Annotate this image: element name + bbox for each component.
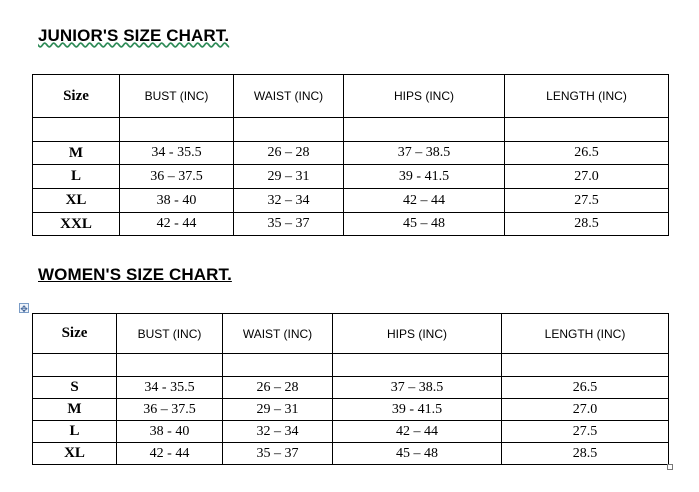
table-row — [33, 399, 669, 421]
empty-cell — [223, 354, 333, 377]
empty-cell — [344, 118, 505, 142]
size-cell: S — [33, 377, 117, 399]
empty-cell — [120, 118, 234, 142]
waist-cell: 29 – 31 — [223, 399, 333, 421]
length-cell: 27.5 — [502, 421, 669, 443]
size-cell: M — [33, 142, 120, 165]
empty-row — [33, 354, 669, 377]
bust-column-header: BUST (INC) — [120, 75, 234, 118]
table-header-row — [33, 75, 669, 118]
size-cell: XL — [33, 189, 120, 213]
hips-cell: 42 – 44 — [344, 189, 505, 213]
empty-cell — [234, 118, 344, 142]
hips-cell: 39 - 41.5 — [333, 399, 502, 421]
bust-cell: 42 - 44 — [117, 443, 223, 465]
bust-cell: 34 - 35.5 — [120, 142, 234, 165]
empty-cell — [33, 354, 117, 377]
table-row — [33, 165, 669, 189]
bust-cell: 36 – 37.5 — [117, 399, 223, 421]
length-cell: 27.0 — [502, 399, 669, 421]
hips-cell: 39 - 41.5 — [344, 165, 505, 189]
hips-column-header: HIPS (INC) — [333, 314, 502, 354]
bust-column-header: BUST (INC) — [117, 314, 223, 354]
length-cell: 26.5 — [502, 377, 669, 399]
waist-cell: 26 – 28 — [234, 142, 344, 165]
length-cell: 26.5 — [505, 142, 669, 165]
waist-cell: 35 – 37 — [223, 443, 333, 465]
empty-row — [33, 118, 669, 142]
size-column-header: Size — [33, 314, 117, 354]
empty-cell — [502, 354, 669, 377]
hips-column-header: HIPS (INC) — [344, 75, 505, 118]
table-row — [33, 421, 669, 443]
waist-cell: 35 – 37 — [234, 213, 344, 236]
bust-cell: 36 – 37.5 — [120, 165, 234, 189]
length-cell: 27.5 — [505, 189, 669, 213]
length-cell: 28.5 — [505, 213, 669, 236]
waist-cell: 32 – 34 — [223, 421, 333, 443]
empty-cell — [117, 354, 223, 377]
junior-size-table — [32, 74, 669, 236]
table-header-row — [33, 314, 669, 354]
size-cell: M — [33, 399, 117, 421]
bust-cell: 42 - 44 — [120, 213, 234, 236]
hips-cell: 45 – 48 — [344, 213, 505, 236]
hips-cell: 37 – 38.5 — [344, 142, 505, 165]
table-row — [33, 377, 669, 399]
size-cell: L — [33, 165, 120, 189]
waist-cell: 32 – 34 — [234, 189, 344, 213]
table-row — [33, 189, 669, 213]
empty-cell — [333, 354, 502, 377]
waist-cell: 26 – 28 — [223, 377, 333, 399]
bust-cell: 38 - 40 — [117, 421, 223, 443]
size-cell: XL — [33, 443, 117, 465]
length-column-header: LENGTH (INC) — [505, 75, 669, 118]
women-size-chart-title: WOMEN'S SIZE CHART. — [38, 265, 232, 284]
size-cell: L — [33, 421, 117, 443]
empty-cell — [505, 118, 669, 142]
resize-icon[interactable] — [667, 464, 673, 470]
hips-cell: 45 – 48 — [333, 443, 502, 465]
length-cell: 27.0 — [505, 165, 669, 189]
size-column-header: Size — [33, 75, 120, 118]
table-row — [33, 213, 669, 236]
hips-cell: 42 – 44 — [333, 421, 502, 443]
length-cell: 28.5 — [502, 443, 669, 465]
bust-cell: 38 - 40 — [120, 189, 234, 213]
junior-size-chart-title: JUNIOR'S SIZE CHART. — [38, 26, 230, 45]
women-size-table — [32, 313, 669, 465]
waist-column-header: WAIST (INC) — [223, 314, 333, 354]
bust-cell: 34 - 35.5 — [117, 377, 223, 399]
hips-cell: 37 – 38.5 — [333, 377, 502, 399]
move-icon[interactable]: ✥ — [20, 304, 28, 314]
table-row — [33, 443, 669, 465]
waist-cell: 29 – 31 — [234, 165, 344, 189]
empty-cell — [33, 118, 120, 142]
size-cell: XXL — [33, 213, 120, 236]
length-column-header: LENGTH (INC) — [502, 314, 669, 354]
table-row — [33, 142, 669, 165]
waist-column-header: WAIST (INC) — [234, 75, 344, 118]
